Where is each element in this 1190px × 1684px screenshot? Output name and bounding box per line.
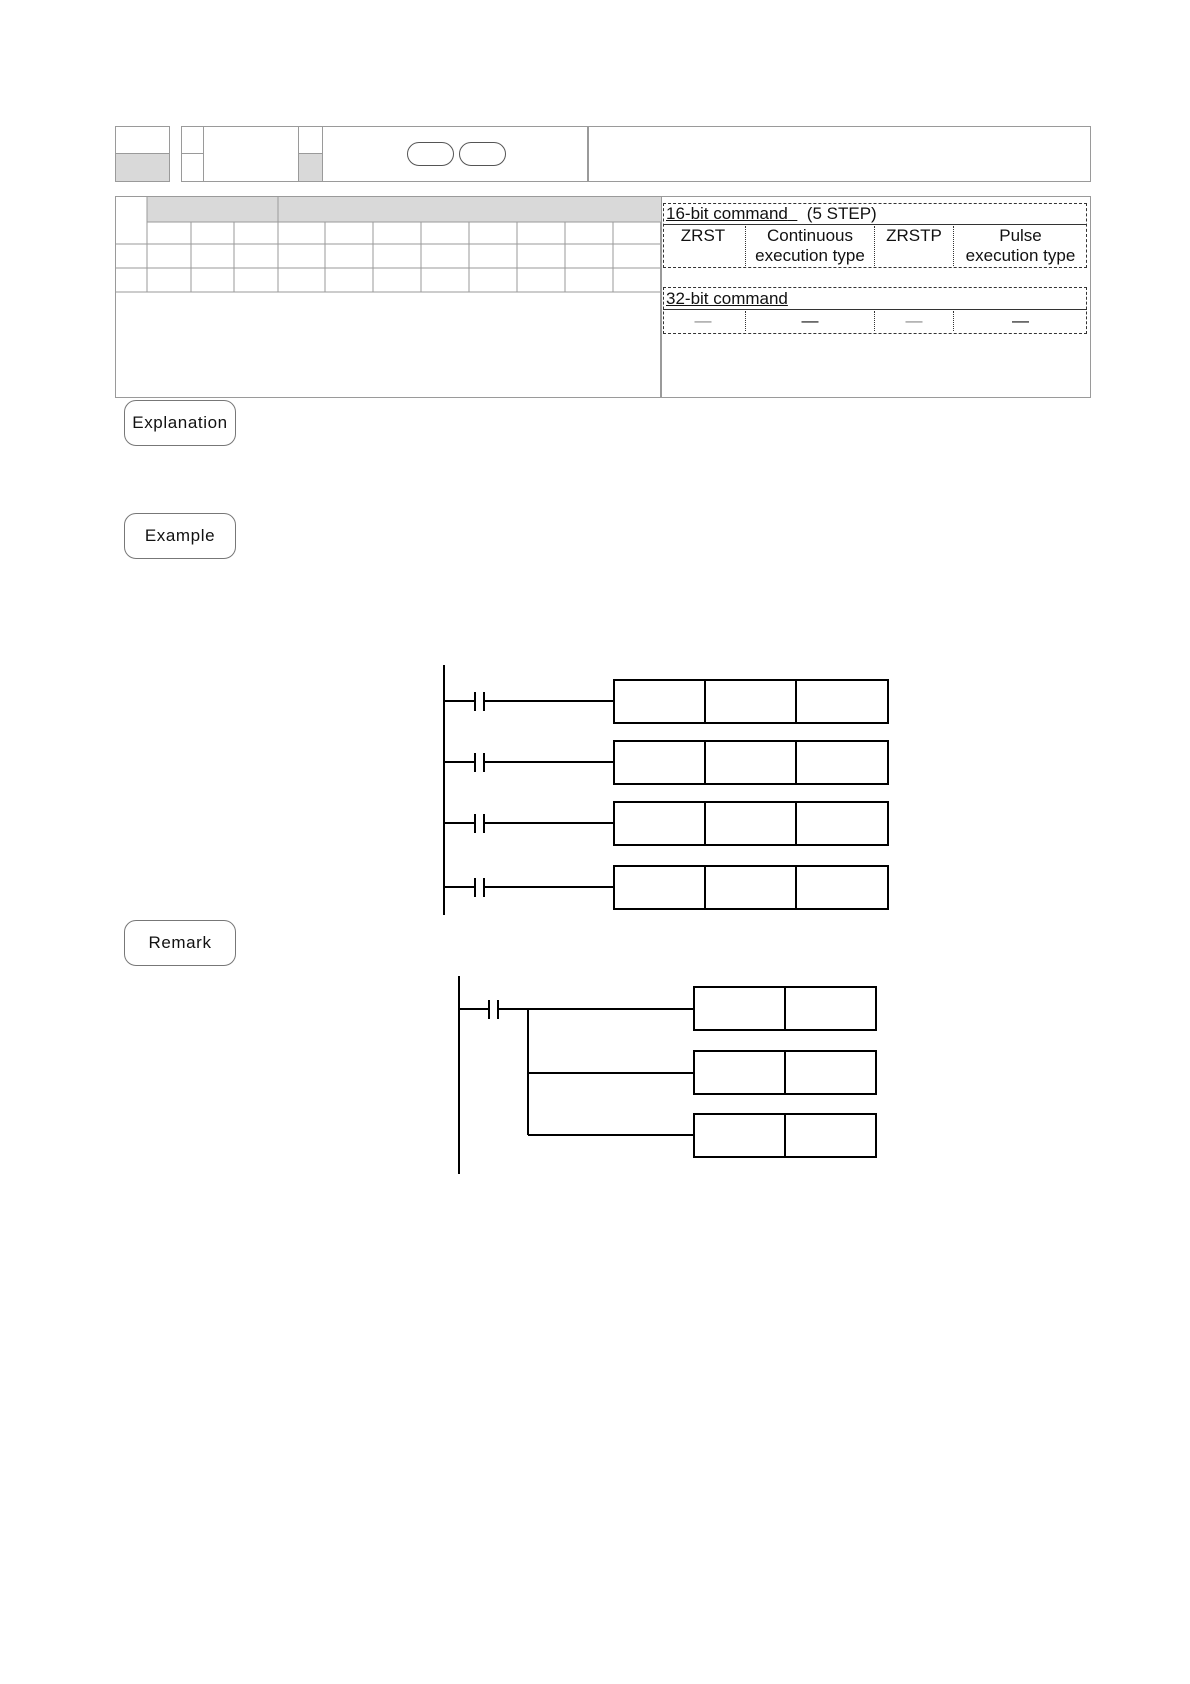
cmd-zrst: ZRST [680,226,726,245]
bit32-val-4: — [1012,311,1029,330]
cmd-pulse-type: execution type [965,246,1076,265]
bit32-val-3: — [905,311,923,330]
bit16-label: 16-bit command [666,204,788,223]
cmd-pulse: Pulse [999,226,1042,245]
cmd-continuous-type: execution type [755,246,865,265]
example-ladder [444,665,888,915]
remark-label: Remark [124,920,236,966]
bit32-val-1: — [694,311,712,330]
instr-box-2 [614,741,888,784]
instr-box-1 [614,680,888,723]
cmd-zrstp: ZRSTP [886,226,942,245]
instr-box-3 [614,802,888,845]
remark-ladder [459,976,876,1174]
bit32-label: 32-bit command [666,289,788,308]
example-label: Example [124,513,236,559]
explanation-label: Explanation [124,400,236,446]
instr-box-4 [614,866,888,909]
bit32-val-2: — [801,311,819,330]
cmd-continuous: Continuous [766,226,853,245]
step-label: (5 STEP) [806,204,877,223]
